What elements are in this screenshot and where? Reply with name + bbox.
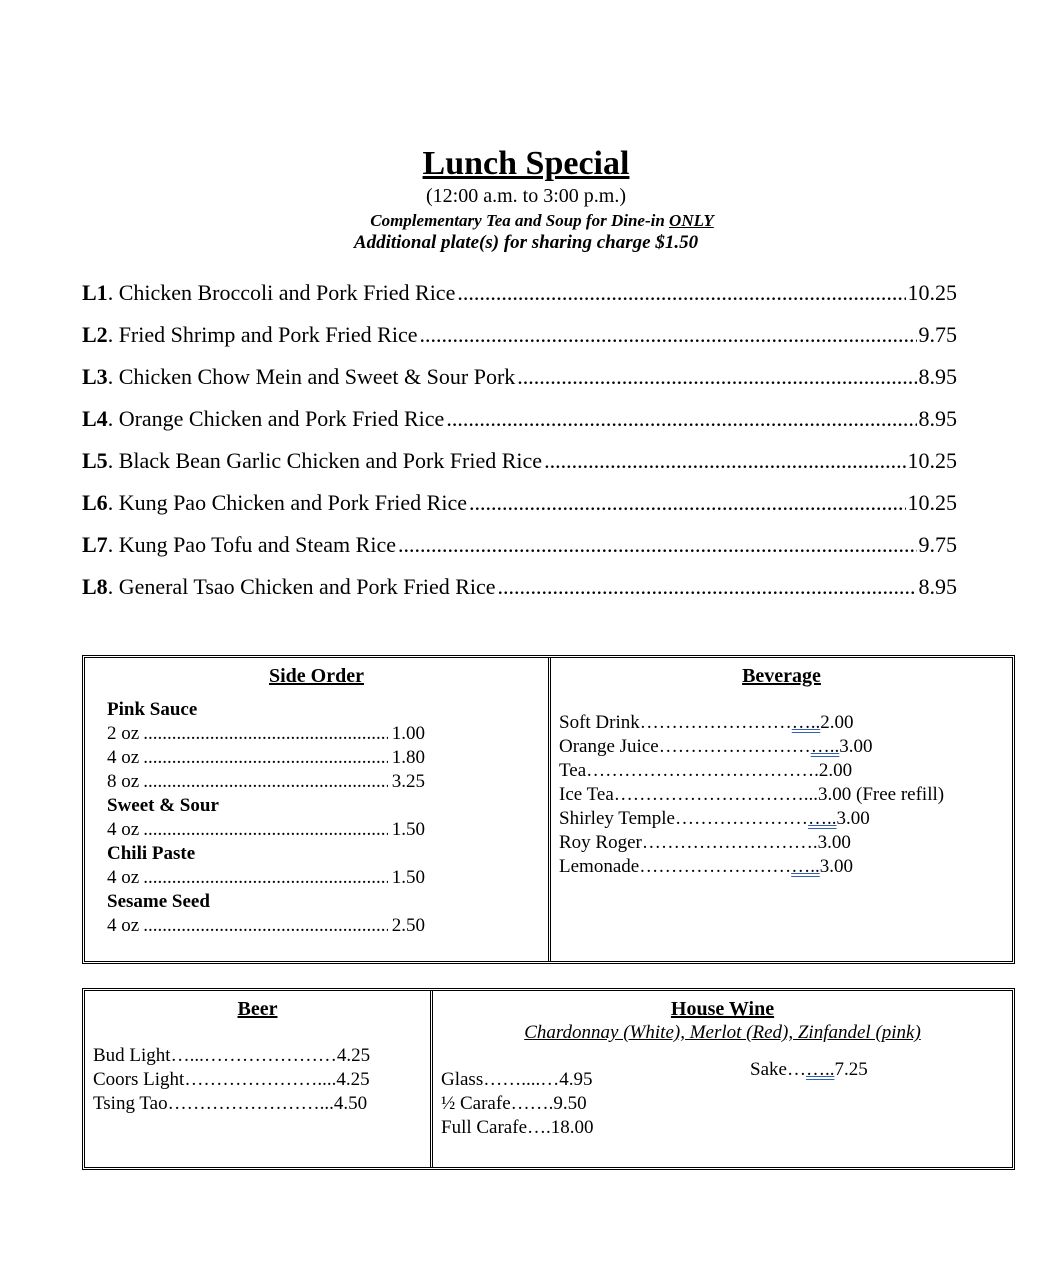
beverage-price: 3.00 bbox=[839, 736, 873, 757]
dot-leader bbox=[143, 818, 388, 842]
dot-leader bbox=[143, 866, 388, 890]
lunch-item-name: . Fried Shrimp and Pork Fried Rice bbox=[107, 322, 418, 347]
wine-varieties: Chardonnay (White), Merlot (Red), Zinfandel (pink) bbox=[524, 1022, 921, 1043]
beverage-dots: ………………………. bbox=[641, 832, 818, 853]
wine-price: 18.00 bbox=[550, 1117, 594, 1138]
lunch-item-name: . Kung Pao Tofu and Steam Rice bbox=[107, 532, 396, 557]
beverage-row bbox=[559, 759, 1009, 783]
wine-dots: ……....… bbox=[483, 1069, 560, 1090]
lunch-item-code: L7 bbox=[82, 532, 108, 557]
beverage-name: Shirley Temple bbox=[559, 808, 675, 829]
lunch-item-name: . General Tsao Chicken and Pork Fried Rice bbox=[107, 574, 496, 599]
lunch-item-price: 10.25 bbox=[907, 490, 957, 515]
beverage-dual-dots: ….. bbox=[791, 856, 820, 877]
side-order-group-name: Sesame Seed bbox=[107, 891, 210, 912]
dot-leader bbox=[446, 404, 916, 434]
lunch-item bbox=[82, 404, 957, 446]
beverage-price: 3.00 bbox=[817, 832, 851, 853]
beer-title: Beer bbox=[237, 998, 278, 1020]
beer-wine-table bbox=[82, 988, 1015, 1170]
beverage-title: Beverage bbox=[742, 665, 821, 687]
lunch-item bbox=[82, 278, 957, 320]
beverage-price: 2.00 bbox=[820, 712, 854, 733]
side-beverage-table bbox=[82, 655, 1015, 964]
side-order-row bbox=[107, 914, 425, 938]
lunch-item-code: L6 bbox=[82, 490, 108, 515]
lunch-item bbox=[82, 530, 957, 572]
lunch-item-code: L5 bbox=[82, 448, 108, 473]
lunch-item-name: . Kung Pao Chicken and Pork Fried Rice bbox=[107, 490, 467, 515]
beer-price: 4.50 bbox=[333, 1093, 368, 1114]
lunch-item-price: 8.95 bbox=[918, 574, 957, 599]
side-order-group-name: Chili Paste bbox=[107, 843, 196, 864]
beer-price: 4.25 bbox=[336, 1045, 371, 1066]
beverage-row bbox=[559, 711, 1009, 735]
lunch-item bbox=[82, 488, 957, 530]
wine-price-list bbox=[441, 1068, 594, 1140]
beverage-row bbox=[559, 735, 1009, 759]
lunch-item bbox=[82, 572, 957, 614]
beverage-name: Ice Tea bbox=[559, 784, 614, 805]
side-order-title: Side Order bbox=[269, 665, 364, 687]
dot-leader bbox=[143, 722, 388, 746]
wine-dots: ……. bbox=[510, 1093, 554, 1114]
dot-leader bbox=[469, 488, 906, 518]
side-order-price: 1.80 bbox=[391, 747, 425, 768]
page-title: Lunch Special bbox=[422, 145, 630, 182]
beverage-price: 3.00 bbox=[836, 808, 870, 829]
lunch-item-code: L2 bbox=[82, 322, 108, 347]
beverage-name: Orange Juice bbox=[559, 736, 659, 757]
sake-dots: … bbox=[786, 1059, 806, 1080]
beverage-cell bbox=[551, 658, 1012, 961]
dot-leader bbox=[498, 572, 917, 602]
wine-dots: …. bbox=[527, 1117, 551, 1138]
beer-list bbox=[93, 1044, 433, 1116]
side-order-price: 1.00 bbox=[391, 723, 425, 744]
beer-name: Bud Light bbox=[93, 1045, 171, 1066]
lunch-item-price: 10.25 bbox=[907, 448, 957, 473]
dot-leader bbox=[457, 278, 905, 308]
side-order-size: 2 oz bbox=[107, 723, 140, 744]
house-wine-title: House Wine bbox=[670, 998, 775, 1020]
dot-leader bbox=[420, 320, 917, 350]
lunch-item bbox=[82, 446, 957, 488]
side-order-list bbox=[107, 698, 425, 938]
complementary-text: Complementary Tea and Soup for Dine-in bbox=[370, 211, 670, 230]
beverage-dots: …………………………... bbox=[613, 784, 818, 805]
beverage-dots: ………………… bbox=[675, 808, 808, 829]
beverage-list bbox=[559, 711, 1009, 879]
beer-dots: …...………………… bbox=[170, 1045, 337, 1066]
beverage-name: Tea bbox=[559, 760, 587, 781]
beverage-row bbox=[559, 783, 1009, 807]
dot-leader bbox=[544, 446, 905, 476]
beer-cell bbox=[85, 991, 433, 1167]
side-order-row bbox=[107, 722, 425, 746]
beverage-dual-dots: ….. bbox=[791, 712, 821, 733]
beverage-row bbox=[559, 831, 1009, 855]
wine-row bbox=[441, 1116, 594, 1140]
side-order-size: 4 oz bbox=[107, 819, 140, 840]
wine-row bbox=[441, 1092, 594, 1116]
beverage-price: 3.00 bbox=[819, 856, 853, 877]
wine-price: 9.50 bbox=[553, 1093, 587, 1114]
sake-price bbox=[750, 1058, 868, 1082]
lunch-item-price: 9.75 bbox=[918, 532, 957, 557]
dot-leader bbox=[143, 914, 388, 938]
lunch-item-code: L3 bbox=[82, 364, 108, 389]
beer-dots: ……………………... bbox=[167, 1093, 334, 1114]
complementary-emphasis: ONLY bbox=[669, 211, 714, 230]
side-order-row bbox=[107, 818, 425, 842]
complementary-note bbox=[16, 210, 1052, 232]
side-order-price: 3.25 bbox=[391, 771, 425, 792]
dot-leader bbox=[143, 770, 388, 794]
beverage-price: 3.00 bbox=[818, 784, 852, 805]
beverage-dual-dots: ….. bbox=[810, 736, 840, 757]
lunch-item-price: 8.95 bbox=[918, 406, 957, 431]
lunch-item-price: 8.95 bbox=[918, 364, 957, 389]
lunch-item-name: . Black Bean Garlic Chicken and Pork Fried Rice bbox=[107, 448, 543, 473]
side-order-size: 4 oz bbox=[107, 867, 140, 888]
sake-name: Sake bbox=[750, 1059, 787, 1080]
beverage-dual-dots: ….. bbox=[808, 808, 837, 829]
side-order-size: 8 oz bbox=[107, 771, 140, 792]
sake-price-value: 7.25 bbox=[834, 1059, 868, 1080]
lunch-item bbox=[82, 362, 957, 404]
lunch-item-code: L4 bbox=[82, 406, 108, 431]
beverage-dots: …………………… bbox=[639, 712, 792, 733]
side-order-row bbox=[107, 770, 425, 794]
lunch-item-code: L8 bbox=[82, 574, 108, 599]
beverage-dots: ………………………………. bbox=[586, 760, 819, 781]
dot-leader bbox=[398, 530, 917, 560]
beverage-note: (Free refill) bbox=[851, 784, 945, 805]
sake-dual-dots: ….. bbox=[805, 1059, 835, 1080]
beverage-name: Soft Drink bbox=[559, 712, 640, 733]
wine-price: 4.95 bbox=[559, 1069, 593, 1090]
side-order-size: 4 oz bbox=[107, 915, 140, 936]
beverage-price: 2.00 bbox=[818, 760, 853, 781]
dot-leader bbox=[517, 362, 916, 392]
lunch-item bbox=[82, 320, 957, 362]
side-order-group-name: Sweet & Sour bbox=[107, 795, 219, 816]
side-order-group-name: Pink Sauce bbox=[107, 699, 198, 720]
side-order-price: 1.50 bbox=[391, 867, 425, 888]
lunch-item-name: . Chicken Broccoli and Pork Fried Rice bbox=[107, 280, 456, 305]
wine-serving: Glass bbox=[441, 1069, 484, 1090]
dot-leader bbox=[143, 746, 388, 770]
beverage-name: Roy Roger bbox=[559, 832, 642, 853]
beer-name: Coors Light bbox=[93, 1069, 185, 1090]
side-order-row bbox=[107, 866, 425, 890]
side-order-size: 4 oz bbox=[107, 747, 140, 768]
side-order-row bbox=[107, 746, 425, 770]
lunch-hours: (12:00 a.m. to 3:00 p.m.) bbox=[426, 185, 626, 207]
lunch-item-name: . Chicken Chow Mein and Sweet & Sour Pork bbox=[107, 364, 516, 389]
wine-serving: Full Carafe bbox=[441, 1117, 528, 1138]
beer-row bbox=[93, 1044, 433, 1068]
lunch-item-price: 10.25 bbox=[907, 280, 957, 305]
beer-name: Tsing Tao bbox=[93, 1093, 168, 1114]
beer-price: 4.25 bbox=[336, 1069, 370, 1090]
side-order-cell bbox=[85, 658, 551, 961]
lunch-item-list bbox=[82, 278, 957, 614]
sharing-charge-note: Additional plate(s) for sharing charge $1.50 bbox=[353, 232, 699, 253]
beer-row bbox=[93, 1092, 433, 1116]
beverage-row bbox=[559, 807, 1009, 831]
wine-row bbox=[441, 1068, 594, 1092]
lunch-item-name: . Orange Chicken and Pork Fried Rice bbox=[107, 406, 445, 431]
beer-dots: ………………….... bbox=[184, 1069, 337, 1090]
wine-serving: ½ Carafe bbox=[441, 1093, 511, 1114]
lunch-item-code: L1 bbox=[82, 280, 108, 305]
beverage-dots: …………………… bbox=[658, 736, 811, 757]
lunch-item-price: 9.75 bbox=[918, 322, 957, 347]
side-order-price: 1.50 bbox=[391, 819, 425, 840]
side-order-price: 2.50 bbox=[391, 915, 425, 936]
house-wine-cell bbox=[433, 991, 1012, 1167]
beverage-name: Lemonade bbox=[559, 856, 640, 877]
beverage-dots: …………………… bbox=[639, 856, 792, 877]
beverage-row bbox=[559, 855, 1009, 879]
beer-row bbox=[93, 1068, 433, 1092]
